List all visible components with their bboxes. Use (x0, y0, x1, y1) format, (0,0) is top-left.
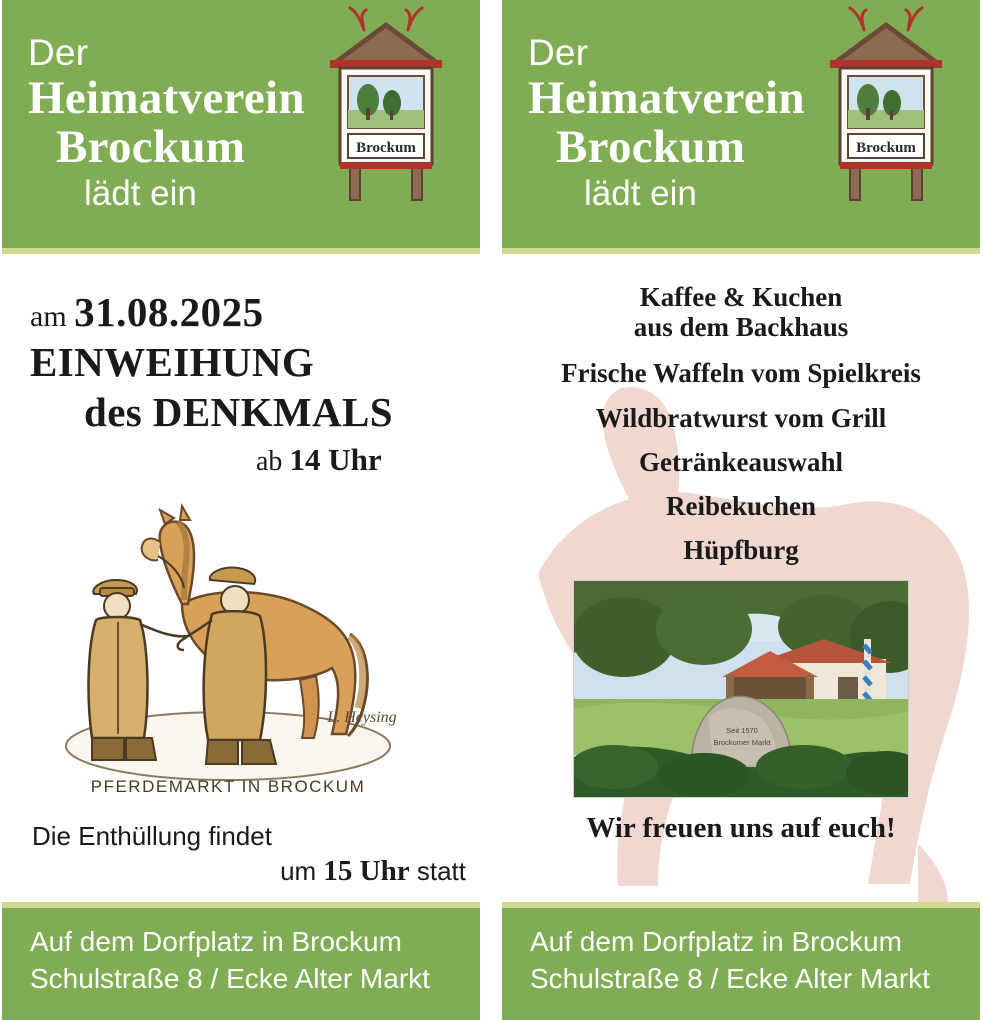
right-header-line3: Brockum (556, 121, 746, 174)
left-header-line4: lädt ein (84, 174, 197, 214)
menu-item (502, 447, 980, 477)
event-date-line (30, 288, 460, 336)
monument-stone-line2: Brockumer Markt (713, 737, 771, 747)
menu-item (502, 535, 980, 565)
menu-item (502, 491, 980, 521)
event-title-line2: des DENKMALS (84, 389, 393, 435)
unveiling-note-line1: Die Enthüllung findet (32, 821, 272, 851)
unveiling-note-prefix: um (280, 855, 317, 886)
event-title-line1: EINWEIHUNG (30, 339, 315, 385)
menu-item-line1: Frische Waffeln vom Spielkreis (561, 358, 921, 389)
menu-item (502, 403, 980, 433)
event-time: 14 Uhr (289, 442, 382, 477)
shrine-sign-label: Brockum (856, 140, 916, 156)
left-header-band (2, 0, 480, 254)
left-header-line3: Brockum (56, 121, 246, 174)
menu-item-line1: Getränkeauswahl (638, 446, 844, 477)
event-date-prefix: am (30, 300, 67, 333)
left-header-line1: Der (28, 32, 89, 73)
menu-item (502, 282, 980, 342)
left-footer-line1: Auf dem Dorfplatz in Brockum (30, 926, 402, 957)
notice-board-shrine-icon (316, 4, 456, 204)
left-body (2, 254, 480, 902)
event-block (2, 254, 480, 478)
right-header-line1: Der (528, 32, 589, 73)
poster-panel-right (502, 0, 980, 1020)
event-time-line (256, 442, 460, 478)
shrine-sign-label: Brockum (356, 140, 416, 156)
right-header-line4: lädt ein (584, 174, 697, 214)
right-body (502, 254, 980, 902)
right-header-band (502, 0, 980, 254)
right-footer-band (502, 902, 980, 1020)
horse-market-illustration (32, 484, 432, 814)
right-header-line2: Heimatverein (528, 72, 805, 125)
menu-item-line1: Wildbratwurst vom Grill (595, 402, 887, 433)
unveiling-time: 15 Uhr (323, 854, 410, 887)
right-footer-line1: Auf dem Dorfplatz in Brockum (530, 926, 902, 957)
monument-photo-image (574, 581, 908, 797)
poster-panel-left (2, 0, 480, 1020)
drawing-caption: PFERDEMARKT IN BROCKUM (90, 777, 366, 796)
right-footer-line2: Schulstraße 8 / Ecke Alter Markt (530, 962, 930, 994)
menu-item-line1: Reibekuchen (665, 491, 817, 522)
closing-message: Wir freuen uns auf euch! (586, 811, 896, 844)
drawing-signature: L. Heysing (327, 709, 397, 726)
menu-item-line2: aus dem Backhaus (633, 312, 849, 343)
menu-item-line1: Hüpfburg (683, 535, 799, 566)
notice-board-shrine-icon (816, 4, 956, 204)
menu-list (502, 254, 980, 566)
event-time-prefix: ab (256, 446, 283, 477)
unveiling-note (32, 820, 480, 889)
event-date: 31.08.2025 (74, 289, 264, 335)
left-footer-band (2, 902, 480, 1020)
menu-item (502, 358, 980, 388)
unveiling-note-suffix: statt (416, 855, 466, 886)
monument-stone-line1: Seit 1570 (726, 725, 758, 735)
left-header-line2: Heimatverein (28, 72, 305, 125)
monument-photo (573, 580, 909, 798)
menu-item-line1: Kaffee & Kuchen (639, 282, 843, 312)
horse-market-drawing (32, 484, 432, 814)
unveiling-note-line2 (32, 853, 480, 889)
left-footer-line2: Schulstraße 8 / Ecke Alter Markt (30, 962, 430, 994)
